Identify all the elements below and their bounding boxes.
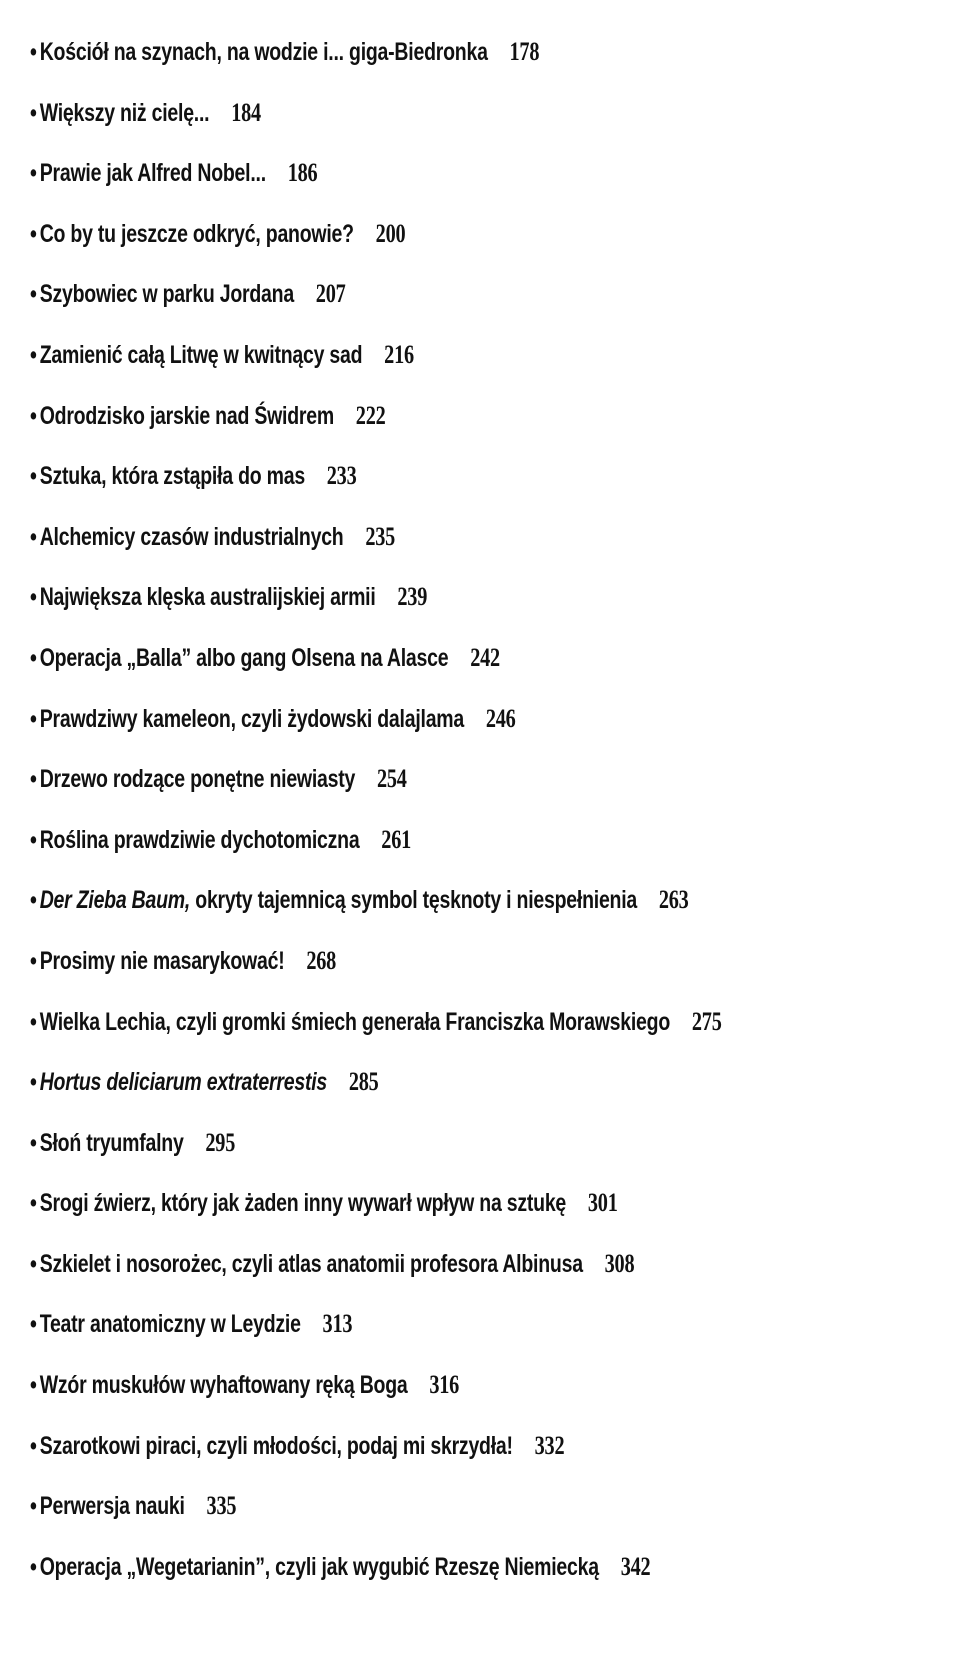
toc-entry-page-number: 184: [231, 97, 261, 127]
toc-entry-title: [40, 947, 285, 975]
toc-entry: [30, 212, 755, 273]
toc-entry-page-number: 235: [365, 521, 396, 551]
toc-entry: [30, 1060, 755, 1121]
toc-entry-title: [40, 826, 360, 854]
toc-entry-page-number: 342: [620, 1551, 651, 1581]
toc-entry-title-part: Sztuka, która zstąpiła do mas: [39, 462, 305, 491]
toc-entry: [30, 333, 755, 394]
toc-entry-title-part: Odrodzisko jarskie nad Świdrem: [39, 401, 334, 430]
toc-entry-title-part: Wzór muskułów wyhaftowany ręką Boga: [39, 1371, 408, 1400]
toc-entry: [30, 1424, 755, 1485]
toc-entry-title-part: Co by tu jeszcze odkryć, panowie?: [39, 219, 354, 248]
bullet-icon: •: [30, 1492, 37, 1521]
toc-entry-title-part: Prawie jak Alfred Nobel...: [39, 159, 266, 188]
toc-entry-title-part: Operacja „Balla” albo gang Olsena na Alasce: [39, 643, 449, 672]
toc-entry-page-number: 263: [658, 885, 689, 915]
toc-entry-page-number: 285: [348, 1067, 379, 1097]
toc-entry-page-number: 207: [315, 279, 346, 309]
bullet-icon: •: [30, 522, 37, 551]
bullet-icon: •: [30, 1310, 37, 1339]
toc-entry: [30, 1242, 755, 1303]
toc-entry-title-part: Perwersja nauki: [39, 1492, 185, 1521]
toc-entry-title: [40, 583, 376, 611]
toc-entry-title-part: Wielka Lechia, czyli gromki śmiech generała Franciszka Morawskiego: [39, 1007, 671, 1036]
toc-entry-title-part: Zamienić całą Litwę w kwitnący sad: [39, 340, 363, 369]
toc-entry-page-number: 239: [397, 582, 428, 612]
bullet-icon: •: [30, 1249, 37, 1278]
toc-entry-title: [40, 523, 344, 551]
toc-entry-page-number: 233: [326, 461, 357, 491]
toc-entry-title: [40, 1068, 327, 1096]
bullet-icon: •: [30, 401, 37, 430]
toc-entry-title: [40, 1250, 583, 1278]
toc-entry-title: [40, 1553, 599, 1581]
toc-entry: [30, 394, 755, 455]
toc-entry: [30, 91, 755, 152]
toc-entry-title-part: Prosimy nie masarykować!: [39, 946, 285, 975]
bullet-icon: •: [30, 704, 37, 733]
toc-entry-title-part: Alchemicy czasów industrialnych: [39, 522, 344, 551]
bullet-icon: •: [30, 1431, 37, 1460]
toc-entry-title: [40, 705, 464, 733]
toc-entry-page-number: 316: [429, 1370, 460, 1400]
toc-entry-title-part: Większy niż cielę...: [39, 98, 210, 127]
toc-entry-page-number: 268: [306, 945, 337, 975]
toc-entry: [30, 1484, 755, 1545]
bullet-icon: •: [30, 462, 37, 491]
bullet-icon: •: [30, 1128, 37, 1157]
toc-entry: [30, 272, 755, 333]
toc-entry: [30, 1545, 755, 1606]
toc-entry-title: [40, 644, 449, 672]
toc-entry-title-part: Operacja „Wegetarianin”, czyli jak wygubić Rzeszę Niemiecką: [39, 1552, 599, 1581]
toc-entry-title: [40, 99, 210, 127]
toc-entry-title: [40, 1189, 566, 1217]
bullet-icon: •: [30, 38, 37, 66]
toc-entry-title: [40, 1129, 184, 1157]
toc-entry-page-number: 246: [485, 703, 516, 733]
toc-entry-page-number: 200: [375, 218, 406, 248]
toc-entry-title: [40, 159, 266, 187]
toc-entry-title: [40, 1432, 513, 1460]
bullet-icon: •: [30, 643, 37, 672]
toc-entry-title-part: Roślina prawdziwie dychotomiczna: [39, 825, 360, 854]
toc-entry: [30, 515, 755, 576]
bullet-icon: •: [30, 280, 37, 309]
toc-entry-title: [40, 402, 334, 430]
bullet-icon: •: [30, 583, 37, 612]
toc-entry: [30, 939, 755, 1000]
bullet-icon: •: [30, 1007, 37, 1036]
toc-entry: [30, 454, 755, 515]
toc-entry: [30, 878, 755, 939]
bullet-icon: •: [30, 219, 37, 248]
toc-entry: [30, 636, 755, 697]
toc-entry-title: [40, 765, 355, 793]
toc-entry-page-number: 222: [355, 400, 386, 430]
toc-entry-title: [40, 886, 637, 914]
toc-entry-title-part: Szkielet i nosorożec, czyli atlas anatomii profesora Albinusa: [39, 1249, 583, 1278]
toc-entry-title-part: Hortus deliciarum extraterrestis: [39, 1068, 328, 1097]
toc-entry-title-part: Kościół na szynach, na wodzie i... giga-Biedronka: [39, 38, 488, 66]
toc-entry-page-number: 313: [322, 1309, 353, 1339]
toc-entry: [30, 30, 755, 91]
toc-entry-page-number: 308: [604, 1248, 635, 1278]
toc-entry-page-number: 275: [691, 1006, 722, 1036]
toc-entry: [30, 818, 755, 879]
toc-entry-page-number: 186: [287, 158, 318, 188]
bullet-icon: •: [30, 340, 37, 369]
toc-entry-page-number: 261: [381, 824, 412, 854]
toc-entry-title-part: okryty tajemnicą symbol tęsknoty i niespełnienia: [190, 886, 638, 915]
bullet-icon: •: [30, 946, 37, 975]
toc-entry-title: [40, 280, 294, 308]
bullet-icon: •: [30, 886, 37, 915]
bullet-icon: •: [30, 159, 37, 188]
toc-entry-page-number: 335: [206, 1491, 237, 1521]
toc-entry: [30, 151, 755, 212]
toc-entry: [30, 1363, 755, 1424]
toc-entry-title-part: Największa klęska australijskiej armii: [39, 583, 376, 612]
toc-entry-title: [40, 220, 354, 248]
toc-entry-page-number: 242: [470, 642, 500, 672]
toc-entry: [30, 697, 755, 758]
toc-entry-page-number: 332: [534, 1430, 565, 1460]
toc-entry-title: [40, 341, 363, 369]
table-of-contents: [30, 30, 960, 1605]
bullet-icon: •: [30, 1371, 37, 1400]
toc-entry: [30, 1302, 755, 1363]
toc-entry-title-part: Der Zieba Baum,: [39, 886, 191, 915]
toc-entry: [30, 757, 755, 818]
toc-entry-title: [40, 1008, 670, 1036]
toc-entry-title: [40, 462, 305, 490]
toc-entry-title: [40, 1492, 185, 1520]
toc-entry-title: [40, 1310, 301, 1338]
toc-entry: [30, 1121, 755, 1182]
toc-entry-page-number: 178: [509, 37, 540, 66]
toc-entry-title-part: Teatr anatomiczny w Leydzie: [39, 1310, 301, 1339]
toc-entry-title: [40, 1371, 408, 1399]
toc-entry: [30, 575, 755, 636]
bullet-icon: •: [30, 1552, 37, 1581]
toc-entry-title: [40, 38, 488, 66]
toc-entry: [30, 1000, 755, 1061]
toc-entry-title-part: Szybowiec w parku Jordana: [39, 280, 294, 309]
bullet-icon: •: [30, 98, 37, 127]
toc-entry-title-part: Srogi źwierz, który jak żaden inny wywarł wpływ na sztukę: [39, 1189, 567, 1218]
toc-entry-page-number: 216: [384, 339, 414, 369]
toc-entry-title-part: Drzewo rodzące ponętne niewiasty: [39, 765, 356, 794]
bullet-icon: •: [30, 1068, 37, 1097]
toc-entry: [30, 1181, 755, 1242]
toc-entry-page-number: 301: [587, 1188, 618, 1218]
toc-entry-page-number: 295: [205, 1127, 236, 1157]
bullet-icon: •: [30, 1189, 37, 1218]
toc-entry-title-part: Szarotkowi piraci, czyli młodości, podaj mi skrzydła!: [39, 1431, 513, 1460]
toc-entry-title-part: Prawdziwy kameleon, czyli żydowski dalajlama: [39, 704, 465, 733]
toc-entry-page-number: 254: [376, 764, 407, 794]
bullet-icon: •: [30, 765, 37, 794]
toc-entry-title-part: Słoń tryumfalny: [39, 1128, 184, 1157]
bullet-icon: •: [30, 825, 37, 854]
